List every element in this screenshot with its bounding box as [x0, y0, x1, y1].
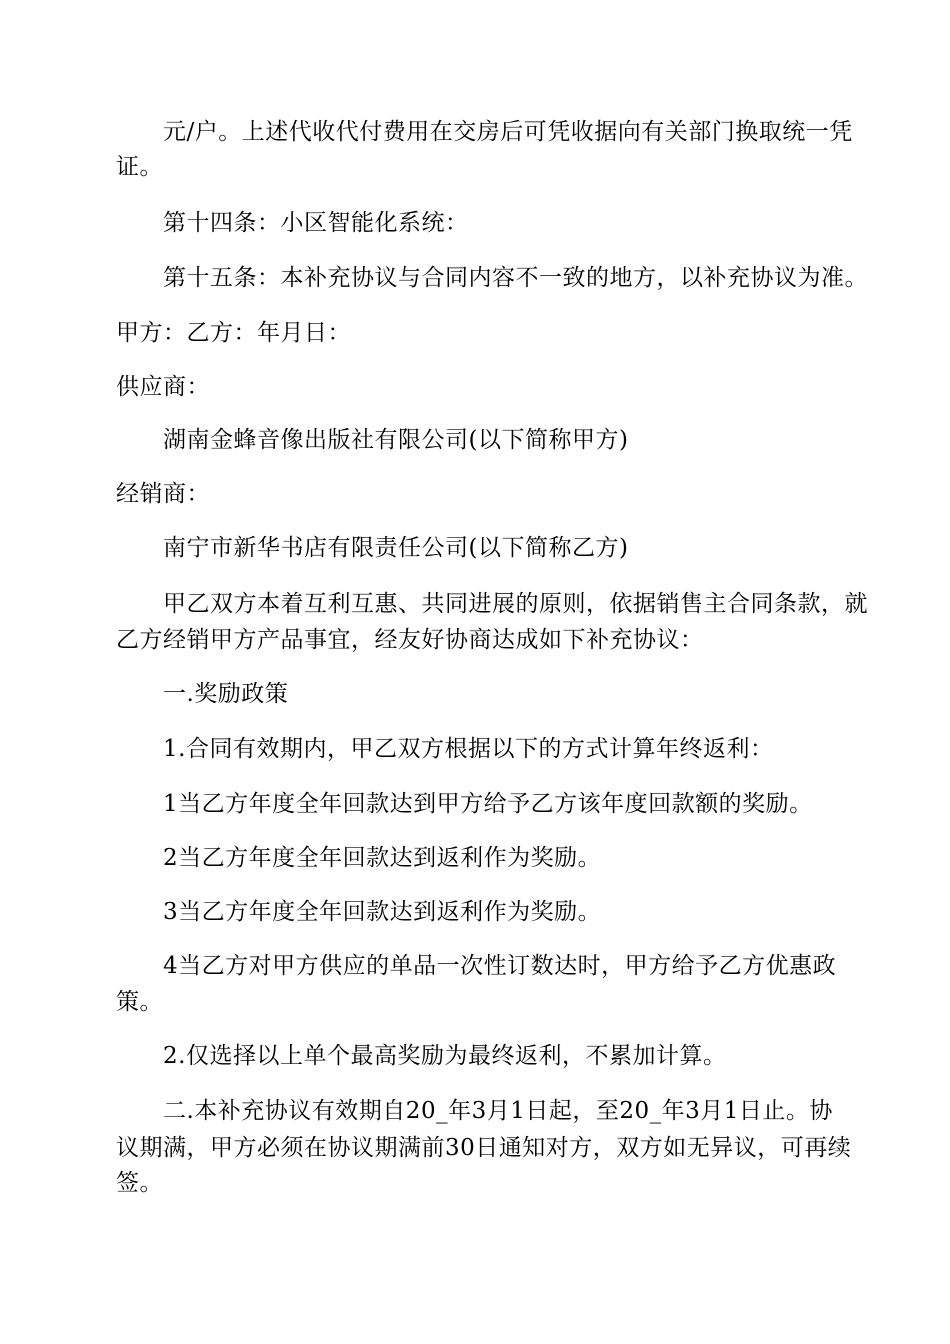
section-heading: 一.奖励政策: [163, 681, 289, 707]
paragraph-line: 湖南金蜂音像出版社有限公司(以下简称甲方): [163, 427, 629, 453]
paragraph-line: 第十五条：本补充协议与合同内容不一致的地方，以补充协议为准。: [163, 265, 868, 291]
paragraph-line: 1当乙方年度全年回款达到甲方给予乙方该年度回款额的奖励。: [163, 791, 813, 817]
paragraph-line: 签。: [116, 1170, 163, 1196]
paragraph-line: 3当乙方年度全年回款达到返利作为奖励。: [163, 899, 602, 925]
paragraph-line: 经销商：: [116, 481, 210, 507]
paragraph-line: 1.合同有效期内，甲乙双方根据以下的方式计算年终返利：: [163, 736, 774, 762]
paragraph-line: 甲乙双方本着互利互惠、共同进展的原则，依据销售主合同条款，就: [163, 591, 868, 617]
paragraph-line: 元/户。上述代收代付费用在交房后可凭收据向有关部门换取统一凭: [163, 119, 853, 145]
paragraph-line: 策。: [116, 989, 163, 1015]
paragraph-line: 南宁市新华书店有限责任公司(以下简称乙方): [163, 535, 629, 561]
paragraph-line: 甲方：乙方：年月日：: [116, 320, 351, 346]
paragraph-line: 议期满，甲方必须在协议期满前30日通知对方，双方如无异议，可再续: [116, 1135, 852, 1161]
paragraph-line: 2当乙方年度全年回款达到返利作为奖励。: [163, 845, 602, 871]
paragraph-line: 供应商：: [116, 374, 210, 400]
paragraph-line: 第十四条：小区智能化系统：: [163, 210, 469, 236]
paragraph-line: 乙方经销甲方产品事宜，经友好协商达成如下补充协议：: [116, 627, 704, 653]
paragraph-line: 证。: [116, 154, 163, 180]
paragraph-line: 4当乙方对甲方供应的单品一次性订数达时，甲方给予乙方优惠政: [163, 953, 837, 979]
section-heading: 二.本补充协议有效期自20_年3月1日起，至20_年3月1日止。协: [163, 1098, 833, 1124]
paragraph-line: 2.仅选择以上单个最高奖励为最终返利，不累加计算。: [163, 1043, 727, 1069]
